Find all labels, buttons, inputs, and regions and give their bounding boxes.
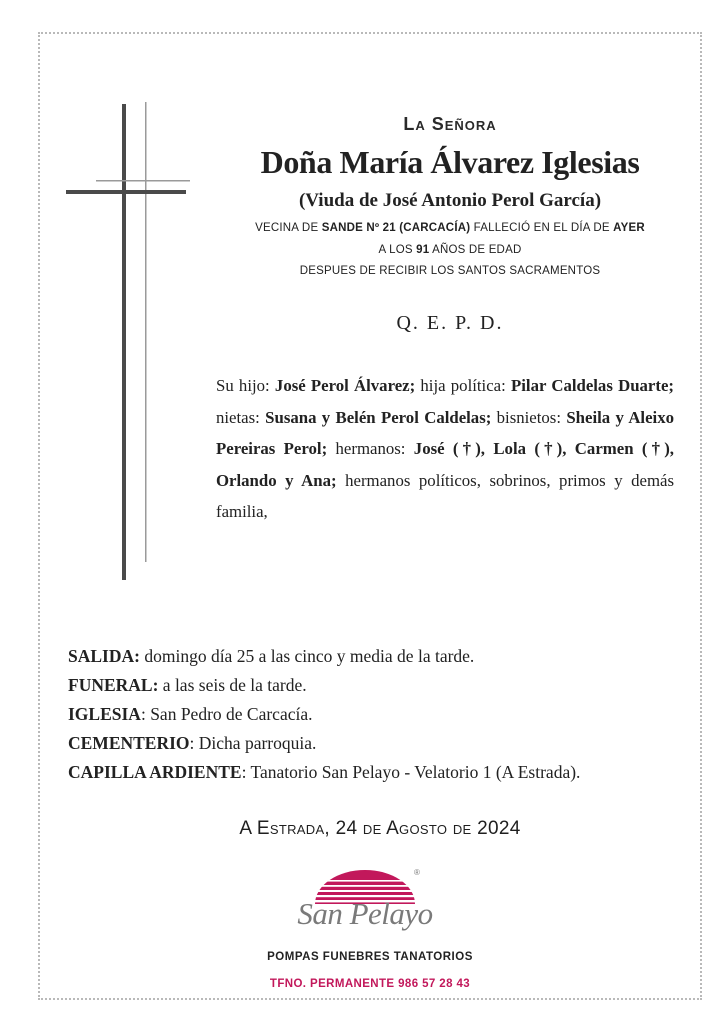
detail-capilla: CAPILLA ARDIENTE: Tanatorio San Pelayo - Velatorio 1 (A Estrada). xyxy=(68,762,581,782)
residence-line: VECINA DE SANDE Nº 21 (CARCACÍA) FALLECIÓ EN EL DÍA DE AYER xyxy=(255,222,645,234)
cross-icon xyxy=(66,102,190,582)
registered-mark: ® xyxy=(414,868,420,877)
logo-text: San Pelayo xyxy=(297,896,433,931)
qepd: Q. E. P. D. xyxy=(396,312,504,334)
deceased-name: Doña María Álvarez Iglesias xyxy=(260,144,640,180)
company-tagline: POMPAS FUNEBRES TANATORIOS xyxy=(267,951,473,963)
family-paragraph: Su hijo: José Perol Álvarez; hija política: Pilar Caldelas Duarte; nietas: Susana y Belén Perol Caldelas; bisnietos: Sheila y Aleixo Pereiras Perol; hermanos: José (†), Lola (†), Carmen (†), Orlando y Ana; hermanos políticos, sobrinos, primos y demás familia, xyxy=(216,376,674,521)
place-date: A Estrada, 24 de Agosto de 2024 xyxy=(239,818,521,839)
detail-cementerio: CEMENTERIO: Dicha parroquia. xyxy=(68,733,317,753)
widow-of: (Viuda de José Antonio Perol García) xyxy=(298,190,602,211)
detail-iglesia: IGLESIA: San Pedro de Carcacía. xyxy=(68,704,313,724)
detail-funeral: FUNERAL: a las seis de la tarde. xyxy=(68,675,307,695)
sacraments-line: DESPUES DE RECIBIR LOS SANTOS SACRAMENTOS xyxy=(299,265,601,277)
funeral-details xyxy=(68,642,688,787)
company-phone: TFNO. PERMANENTE 986 57 28 43 xyxy=(269,978,471,990)
notice-title: La Señora xyxy=(403,114,497,134)
company-logo xyxy=(290,866,440,942)
age-line: A LOS 91 AÑOS DE EDAD xyxy=(378,244,522,256)
detail-salida: SALIDA: domingo día 25 a las cinco y media de la tarde. xyxy=(68,646,475,666)
